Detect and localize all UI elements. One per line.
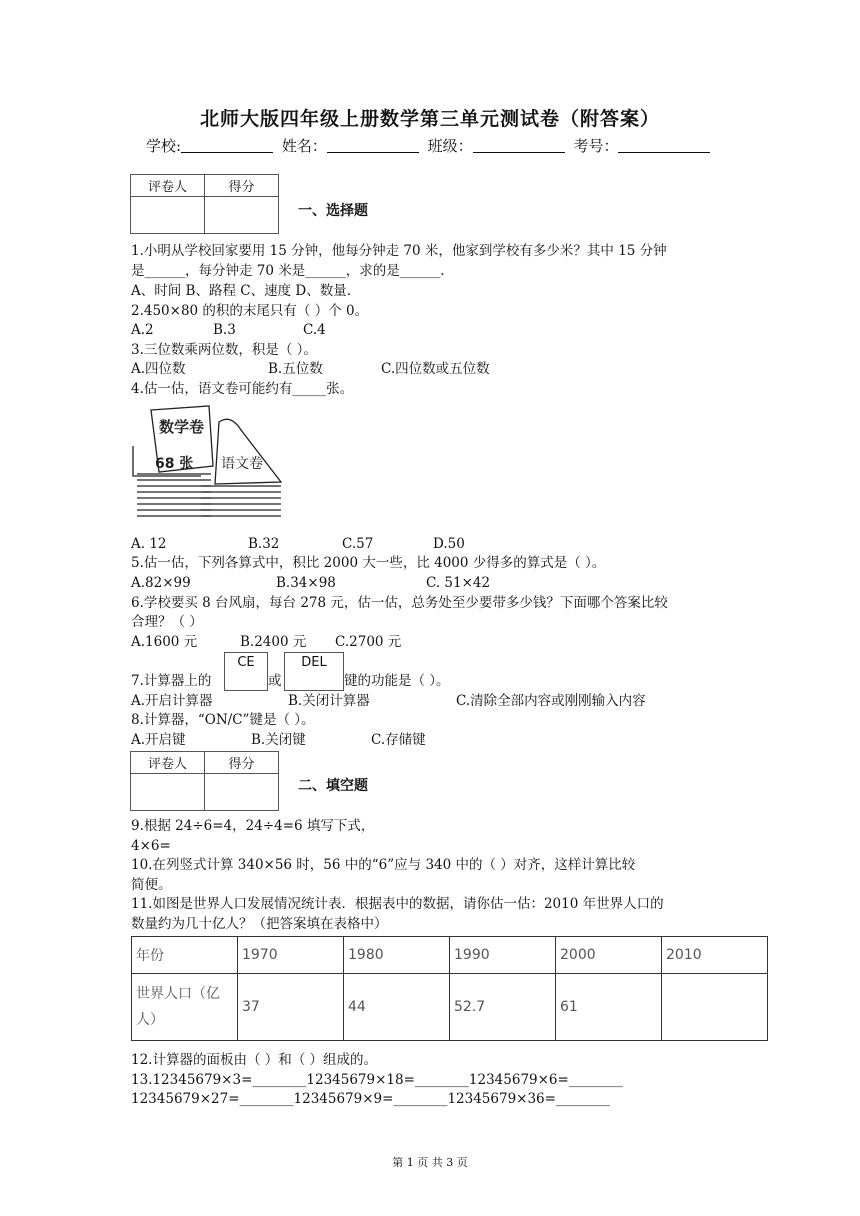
question-10-line2: 简便。: [131, 877, 172, 893]
question-4-option-d[interactable]: D.50: [433, 536, 465, 552]
paper-stacks-illustration: [131, 402, 287, 522]
question-11-line1: 11.如图是世界人口发展情况统计表．根据表中的数据，请你估一估：2010 年世界人口的: [131, 896, 664, 912]
population-table: [131, 936, 768, 1041]
section-heading-choice: 一、选择题: [298, 203, 368, 219]
score-header: 得分: [205, 752, 279, 774]
question-7-option-b[interactable]: B.关闭计算器: [288, 693, 370, 709]
question-3-option-b[interactable]: B.五位数: [268, 361, 323, 377]
math-paper-label: 数学卷: [159, 418, 205, 436]
school-blank[interactable]: [181, 138, 273, 153]
question-7-suffix: 键的功能是（ ）。: [344, 673, 450, 689]
question-13-line2: 12345679×27=________12345679×9=________12345679×36=________: [131, 1091, 610, 1107]
grader-cell[interactable]: [131, 197, 205, 234]
question-3-option-a[interactable]: A.四位数: [131, 361, 186, 377]
score-cell[interactable]: [205, 197, 279, 234]
question-4-option-c[interactable]: C.57: [342, 536, 374, 552]
name-blank[interactable]: [327, 138, 419, 153]
number-label: 考号：: [573, 137, 619, 155]
question-4-option-a[interactable]: A. 12: [131, 536, 167, 552]
stack-count-label: 68 张: [155, 456, 194, 472]
question-3-option-c[interactable]: C.四位数或五位数: [381, 361, 490, 377]
question-6-line1: 6.学校要买 8 台风扇，每台 278 元，估一估，总务处至少要带多少钱？下面哪个答案比较: [131, 595, 668, 611]
question-2-option-c[interactable]: C.4: [303, 322, 326, 338]
question-9-line1: 9.根据 24÷6=4，24÷4=6 填写下式，: [131, 818, 375, 834]
question-8-option-a[interactable]: A.开启键: [131, 732, 186, 748]
chinese-paper-label: 语文卷: [221, 456, 263, 472]
question-5-option-b[interactable]: B.34×98: [276, 575, 336, 591]
question-7-prefix: 7.计算器上的: [131, 673, 212, 689]
question-2-option-b[interactable]: B.3: [213, 322, 236, 338]
del-key-label: DEL: [301, 655, 327, 670]
class-label: 班级：: [427, 137, 473, 155]
score-table-section2: [130, 751, 279, 811]
table-header-cell: 年份: [132, 937, 238, 974]
student-info-line: [146, 135, 714, 156]
table-row: [132, 974, 768, 1041]
answer-cell-2010[interactable]: [662, 974, 768, 1041]
question-6-option-c[interactable]: C.2700 元: [335, 634, 402, 650]
table-header-cell: 2010: [662, 937, 768, 974]
table-header-cell: 1980: [344, 937, 450, 974]
question-3: 3.三位数乘两位数，积是（ ）。: [131, 342, 317, 358]
question-10-line1: 10.在列竖式计算 340×56 时，56 中的“6”应与 340 中的（ ）对齐，这样计算比较: [131, 857, 636, 873]
table-cell: 61: [556, 974, 662, 1041]
table-header-cell: 1990: [450, 937, 556, 974]
question-2-option-a[interactable]: A.2: [131, 322, 154, 338]
del-key-icon: [284, 652, 344, 691]
question-13-line1: 13.12345679×3=________12345679×18=________12345679×6=________: [131, 1072, 623, 1088]
table-cell: 52.7: [450, 974, 556, 1041]
grader-header: 评卷人: [131, 175, 205, 197]
question-5-option-c[interactable]: C. 51×42: [426, 575, 491, 591]
table-row-label: 世界人口（亿人）: [132, 974, 238, 1041]
question-6-option-b[interactable]: B.2400 元: [240, 634, 307, 650]
question-6-option-a[interactable]: A.1600 元: [131, 634, 198, 650]
question-9-line2: 4×6=: [131, 838, 171, 854]
question-1-line2: 是______，每分钟走 70 米是______，求的是______.: [131, 263, 445, 279]
question-7-or: 或: [268, 673, 282, 689]
grader-header: 评卷人: [131, 752, 205, 774]
question-8-option-c[interactable]: C.存储键: [371, 732, 426, 748]
question-8-option-b[interactable]: B.关闭键: [251, 732, 306, 748]
table-cell: 37: [238, 974, 344, 1041]
question-1-line1: 1.小明从学校回家要用 15 分钟，他每分钟走 70 米，他家到学校有多少米？其中 15 分钟: [131, 243, 667, 259]
table-header-cell: 1970: [238, 937, 344, 974]
section-heading-fill: 二、填空题: [298, 778, 368, 794]
question-7-option-c[interactable]: C.清除全部内容或刚刚输入内容: [456, 693, 646, 709]
question-4-option-b[interactable]: B.32: [248, 536, 280, 552]
question-5: 5.估一估，下列各算式中，积比 2000 大一些，比 4000 少得多的算式是（ ）。: [131, 555, 606, 571]
table-header-row: [132, 937, 768, 974]
school-label: 学校:: [146, 137, 182, 155]
name-label: 姓名：: [281, 137, 327, 155]
score-header: 得分: [205, 175, 279, 197]
score-table-section1: [130, 174, 279, 234]
question-2: 2.450×80 的积的末尾只有（ ）个 0。: [131, 303, 369, 319]
question-6-line2: 合理？（ ）: [131, 614, 203, 630]
class-blank[interactable]: [473, 138, 565, 153]
question-7-option-a[interactable]: A.开启计算器: [131, 693, 213, 709]
grader-cell[interactable]: [131, 774, 205, 811]
table-header-cell: 2000: [556, 937, 662, 974]
score-cell[interactable]: [205, 774, 279, 811]
table-cell: 44: [344, 974, 450, 1041]
question-5-option-a[interactable]: A.82×99: [131, 575, 191, 591]
ce-key-label: CE: [237, 655, 255, 670]
page-title: 北师大版四年级上册数学第三单元测试卷（附答案）: [199, 108, 660, 130]
page-footer: 第 1 页 共 3 页: [392, 1156, 468, 1169]
question-1-options: A、时间 B、路程 C、速度 D、数量.: [131, 283, 351, 299]
question-4: 4.估一估，语文卷可能约有_____张。: [131, 381, 354, 397]
number-blank[interactable]: [618, 138, 710, 153]
question-8: 8.计算器，“ON/C”键是（ ）。: [131, 712, 315, 728]
question-12: 12.计算器的面板由（ ）和（ ）组成的。: [131, 1052, 378, 1068]
question-11-line2: 数量约为几十亿人？（把答案填在表格中）: [131, 916, 388, 932]
ce-key-icon: [224, 652, 268, 691]
